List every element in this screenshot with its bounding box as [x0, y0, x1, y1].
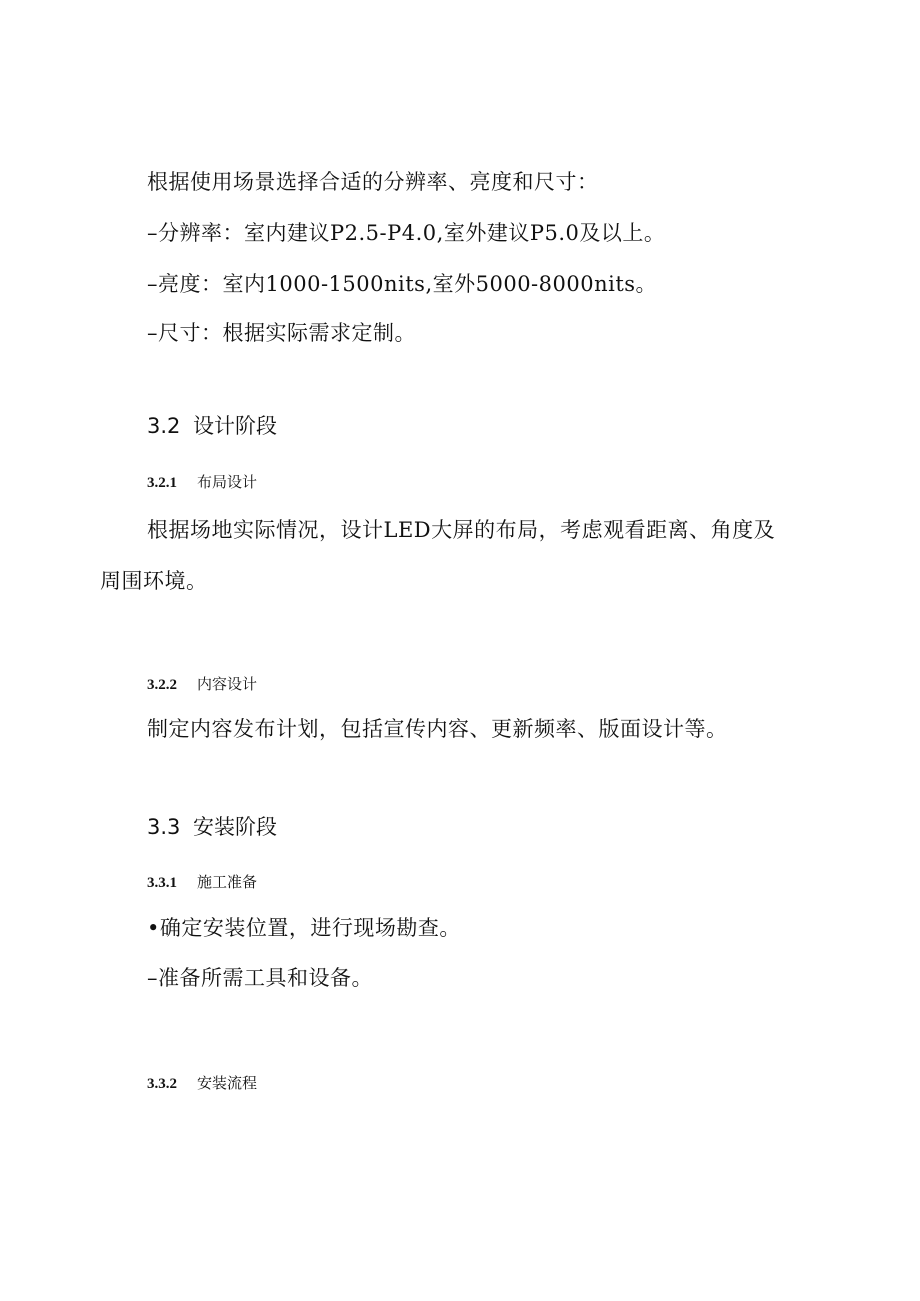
subsection-number: 3.3.1 [147, 875, 177, 891]
intro-resolution-item: –分辨率：室内建议P2.5-P4.0,室外建议P5.0及以上。 [147, 221, 666, 245]
subsection-number: 3.2.2 [147, 677, 177, 693]
subsection-heading-3-2-2 [147, 673, 257, 694]
section-heading-3-2 [147, 410, 277, 440]
subsection-title: 布局设计 [197, 473, 258, 491]
subsection-heading-3-3-1 [147, 871, 257, 892]
paragraph-line: 根据场地实际情况，设计LED大屏的布局，考虑观看距离、角度及 [147, 518, 776, 542]
section-title: 设计阶段 [193, 414, 277, 438]
list-item: •确定安装位置，进行现场勘查。 [147, 916, 461, 940]
list-item: –准备所需工具和设备。 [147, 966, 373, 990]
subsection-number: 3.2.1 [147, 475, 177, 491]
section-heading-3-3 [147, 811, 277, 841]
subsection-title: 安装流程 [197, 1074, 258, 1092]
intro-brightness-item: –亮度：室内1000-1500nits,室外5000-8000nits。 [147, 272, 658, 296]
section-number: 3.3 [147, 815, 181, 839]
section-title: 安装阶段 [193, 815, 277, 839]
subsection-title: 内容设计 [197, 675, 258, 693]
subsection-title: 施工准备 [197, 873, 258, 891]
section-number: 3.2 [147, 414, 181, 438]
subsection-heading-3-3-2 [147, 1072, 257, 1093]
intro-size-item: –尺寸：根据实际需求定制。 [147, 321, 416, 345]
intro-lead: 根据使用场景选择合适的分辨率、亮度和尺寸： [147, 170, 599, 194]
paragraph-line: 周围环境。 [100, 569, 208, 593]
paragraph-line: 制定内容发布计划，包括宣传内容、更新频率、版面设计等。 [147, 717, 728, 741]
subsection-heading-3-2-1 [147, 471, 257, 492]
subsection-number: 3.3.2 [147, 1076, 177, 1092]
